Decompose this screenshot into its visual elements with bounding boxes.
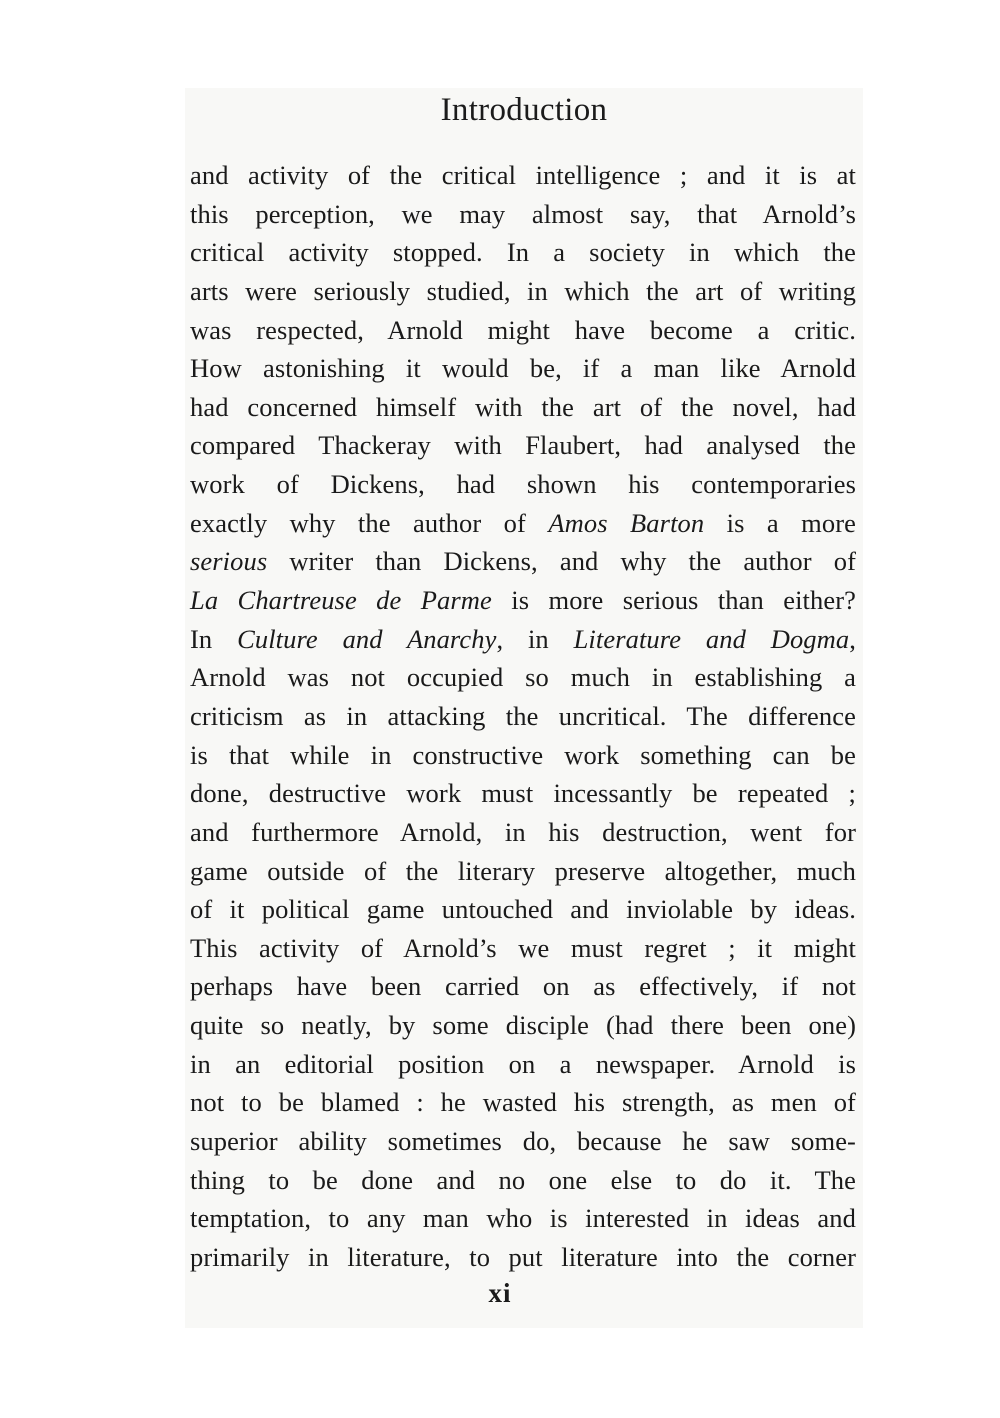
text-line (190, 697, 856, 736)
text-line (190, 233, 856, 272)
text-segment: perhaps have been carried on as effectively, if not (190, 971, 856, 1002)
page-number: xi (488, 1278, 512, 1308)
text-line (190, 195, 856, 234)
text-line (190, 504, 856, 543)
text-line (190, 813, 856, 852)
text-segment: thing to be done and no one else to do it. The (190, 1164, 856, 1195)
running-head-title: Introduction (440, 92, 608, 128)
text-line (190, 1199, 856, 1238)
text-segment: work of Dickens, had shown his contemporaries (190, 469, 856, 500)
text-segment: temptation, to any man who is interested in ideas and (190, 1203, 856, 1234)
text-line (190, 658, 856, 697)
text-segment: quite so neatly, by some disciple (had there been one) (190, 1010, 856, 1041)
text-line (190, 1006, 856, 1045)
text-line (190, 465, 856, 504)
text-line (190, 542, 856, 581)
text-line (190, 349, 856, 388)
italic-title: Literature and Dogma (573, 623, 850, 654)
text-segment: had concerned himself with the art of the novel, had (190, 391, 856, 422)
text-line (190, 272, 856, 311)
text-segment: writer than Dickens, and why the author of (267, 546, 856, 577)
text-segment: exactly why the author of (190, 507, 549, 538)
text-line (190, 890, 856, 929)
text-segment: primarily in literature, to put literature into the corner (190, 1241, 856, 1272)
text-segment: superior ability sometimes do, because he saw some- (190, 1126, 856, 1157)
text-segment: was respected, Arnold might have become a critic. (190, 314, 856, 345)
text-segment: critical activity stopped. In a society in which the (190, 237, 856, 268)
text-line (190, 852, 856, 891)
body-text (190, 156, 856, 1277)
text-line (190, 1122, 856, 1161)
text-segment: and activity of the critical intelligence ; and it is at (190, 160, 856, 190)
text-line (190, 929, 856, 968)
text-segment: In (190, 623, 238, 654)
italic-title: La Chartreuse de Parme (190, 585, 492, 616)
text-segment: is more serious than either? (491, 585, 856, 616)
text-segment: compared Thackeray with Flaubert, had analysed the (190, 430, 856, 461)
italic-title: serious (190, 546, 268, 577)
text-segment: not to be blamed : he wasted his strength, as men of (190, 1087, 856, 1118)
text-line (190, 967, 856, 1006)
text-line (190, 1083, 856, 1122)
text-line (190, 1161, 856, 1200)
text-line (190, 1238, 856, 1277)
text-segment: Arnold was not occupied so much in establishing a (190, 662, 856, 693)
text-segment: is a more (704, 507, 856, 538)
text-segment: and furthermore Arnold, in his destruction, went for (190, 816, 856, 847)
text-segment: this perception, we may almost say, that Arnold’s (190, 198, 856, 229)
text-line (190, 1045, 856, 1084)
text-segment: How astonishing it would be, if a man like Arnold (190, 353, 856, 384)
text-segment: criticism as in attacking the uncritical. The difference (190, 700, 856, 731)
text-line (190, 774, 856, 813)
text-line (190, 620, 856, 659)
text-segment: This activity of Arnold’s we must regret ; it might (190, 932, 856, 963)
text-line (190, 156, 856, 195)
text-line (190, 736, 856, 775)
text-segment: , (849, 623, 856, 654)
text-line (190, 311, 856, 350)
text-segment: is that while in constructive work something can be (190, 739, 856, 770)
text-segment: in an editorial position on a newspaper. Arnold is (190, 1048, 856, 1079)
text-segment: , in (496, 623, 574, 654)
text-segment: of it political game untouched and inviolable by ideas. (190, 894, 856, 925)
italic-title: Amos Barton (548, 507, 705, 538)
text-segment: game outside of the literary preserve altogether, much (190, 855, 856, 886)
text-line (190, 388, 856, 427)
text-line (190, 581, 856, 620)
text-line (190, 426, 856, 465)
text-segment: done, destructive work must incessantly be repeated ; (190, 778, 856, 809)
text-segment: arts were seriously studied, in which the art of writing (190, 275, 856, 306)
italic-title: Culture and Anarchy (237, 623, 497, 654)
